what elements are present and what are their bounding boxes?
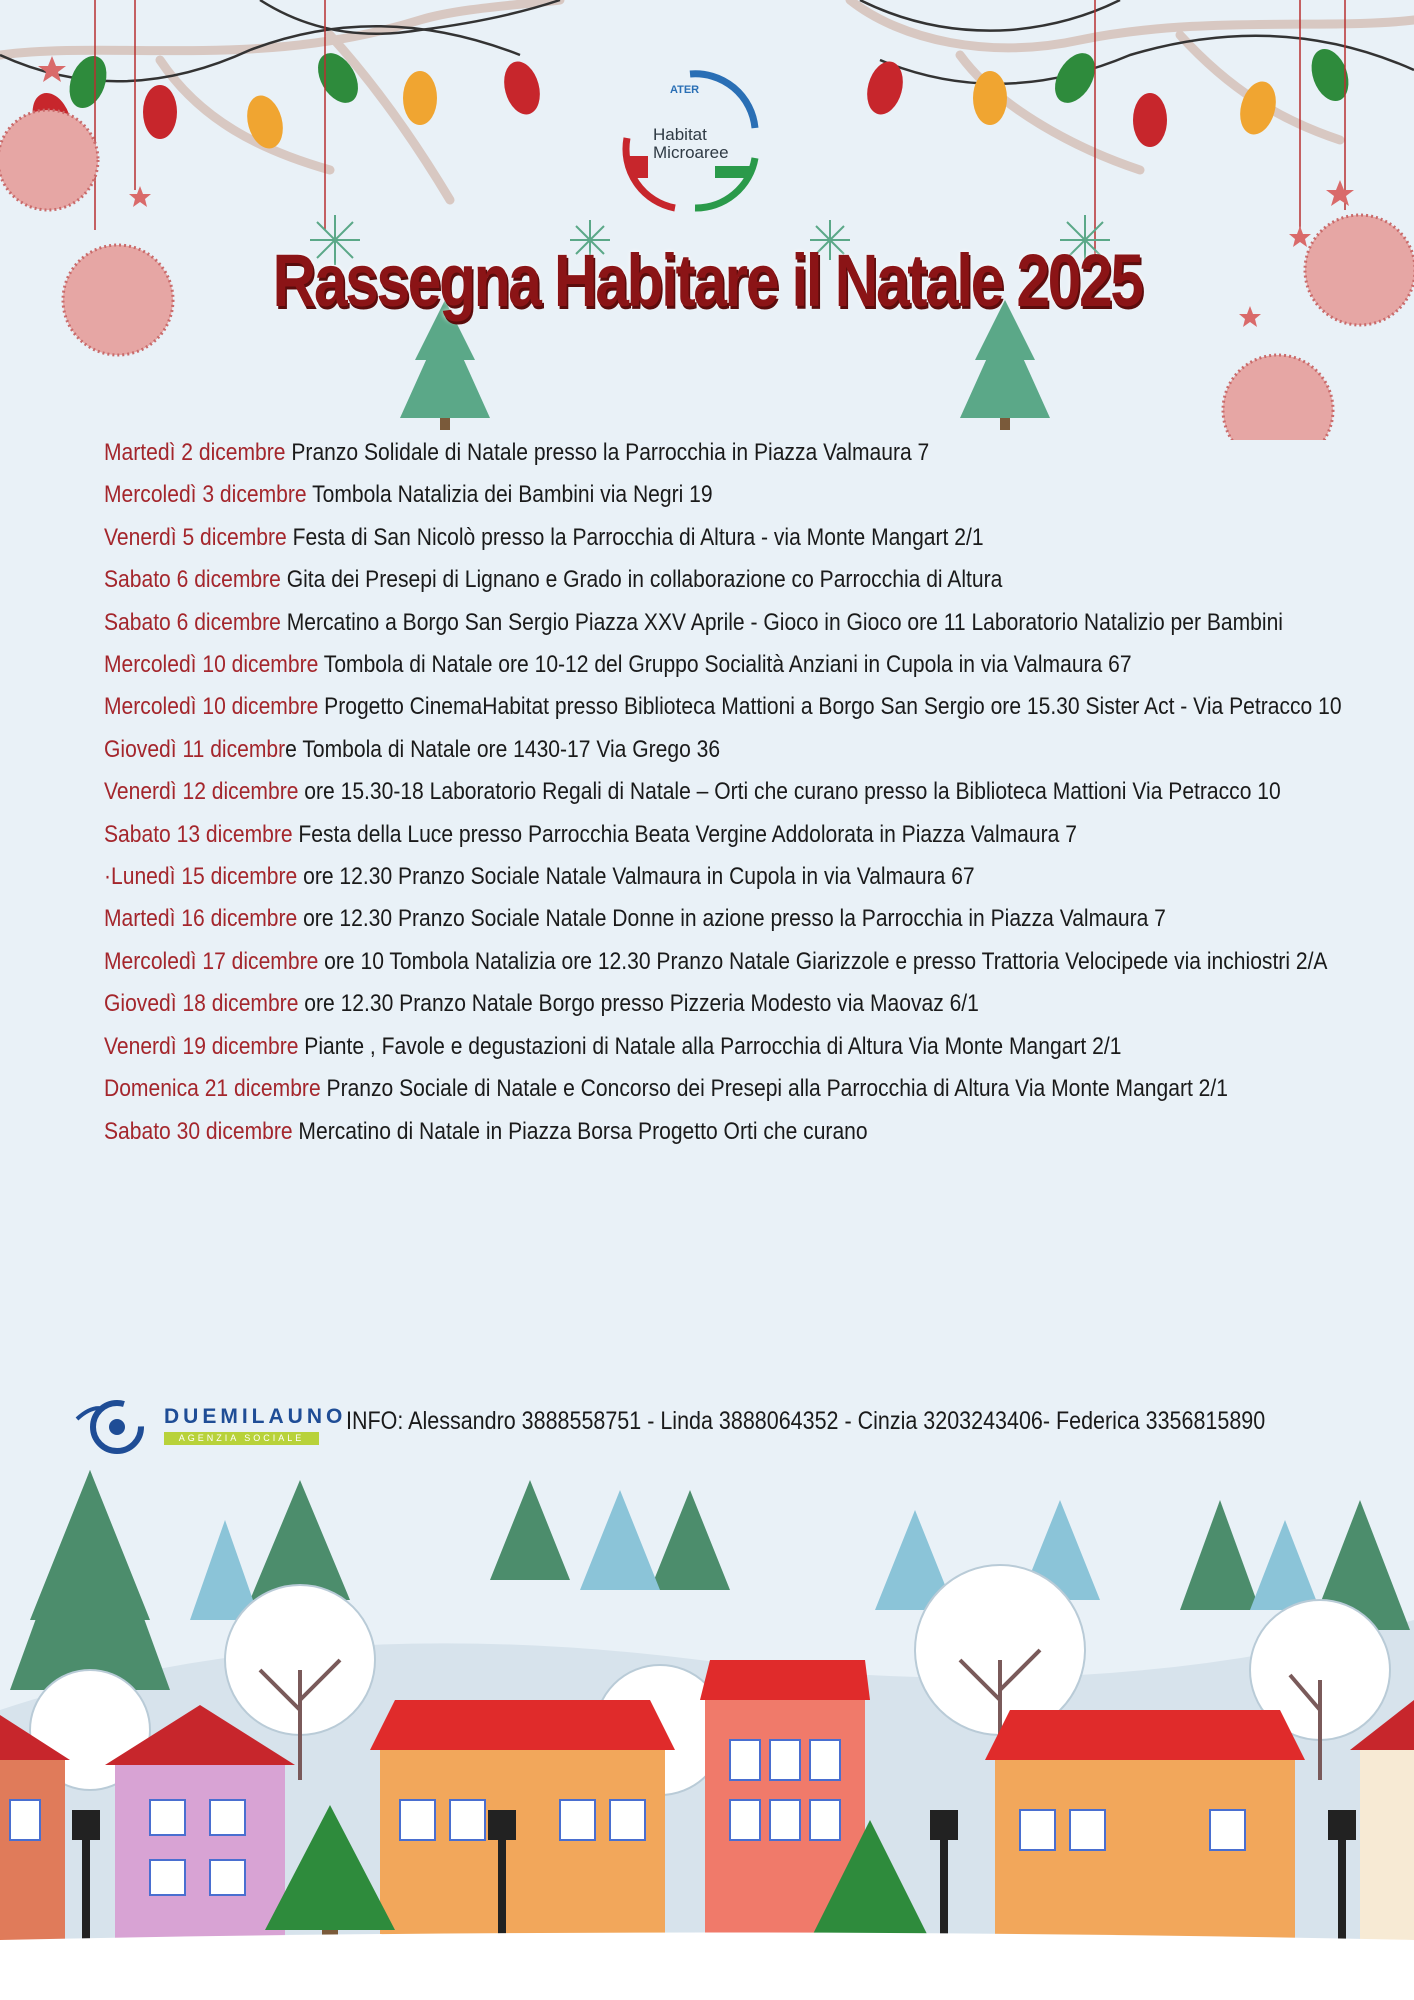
event-item [104, 814, 1373, 856]
event-description: Festa della Luce presso Parrocchia Beata Vergine Addolorata in Piazza Valmaura 7 [292, 820, 1077, 848]
event-date: Martedì 2 dicembre [104, 439, 286, 466]
event-description: Pranzo Solidale di Natale presso la Parrocchia in Piazza Valmaura 7 [285, 439, 930, 466]
event-item [104, 856, 1373, 898]
event-item [104, 729, 1373, 771]
event-description: Festa di San Nicolò presso la Parrocchia di Altura - via Monte Mangart 2/1 [286, 523, 984, 551]
event-item [104, 1026, 1373, 1068]
event-date: Giovedì 18 dicembre [104, 990, 299, 1018]
event-date: Venerdì 5 dicembre [104, 523, 287, 551]
event-date: Sabato 6 dicembre [104, 608, 281, 636]
event-date: Mercoledì 17 dicembre [104, 947, 319, 975]
event-description: Gita dei Presepi di Lignano e Grado in collaborazione co Parrocchia di Altura [280, 566, 1003, 594]
contact-info: INFO: Alessandro 3888558751 - Linda 3888064352 - Cinzia 3203243406- Federica 3356815890 [346, 1407, 1266, 1435]
event-date: Mercoledì 10 dicembre [104, 693, 319, 721]
event-date: Mercoledì 10 dicembre [104, 651, 319, 679]
christmas-lights-decoration [0, 0, 1414, 440]
event-date: Sabato 6 dicembre [104, 566, 281, 594]
event-item [104, 941, 1373, 983]
ater-badge: ATER [670, 84, 700, 96]
event-description: e Tombola di Natale ore 1430-17 Via Grego 36 [285, 735, 721, 763]
event-date: Sabato 13 dicembre [104, 820, 293, 848]
event-item [104, 1068, 1373, 1110]
event-item [104, 898, 1373, 940]
event-description: ore 12.30 Pranzo Sociale Natale Donne in azione presso la Parrocchia in Piazza Valmaura 7 [297, 905, 1166, 933]
event-item [104, 474, 1373, 516]
event-item [104, 432, 1373, 474]
duemilauno-logo-icon [72, 1395, 158, 1455]
event-description: Mercatino di Natale in Piazza Borsa Progetto Orti che curano [292, 1117, 868, 1145]
event-description: ore 12.30 Pranzo Natale Borgo presso Pizzeria Modesto via Maovaz 6/1 [298, 990, 979, 1018]
event-date: Martedì 16 dicembre [104, 905, 298, 933]
event-item [104, 1111, 1373, 1153]
event-description: Mercatino a Borgo San Sergio Piazza XXV Aprile - Gioco in Gioco ore 11 Laboratorio Natalizio per Bambini [280, 608, 1283, 636]
event-item [104, 771, 1373, 813]
event-date: Venerdì 19 dicembre [104, 1032, 299, 1060]
info-footer [72, 1395, 1392, 1455]
event-description: ore 10 Tombola Natalizia ore 12.30 Pranzo Natale Giarizzole e presso Trattoria Velocipede via inchiostri 2/A [318, 947, 1328, 975]
duemilauno-tagline: AGENZIA SOCIALE [164, 1432, 319, 1445]
event-description: ore 12.30 Pranzo Sociale Natale Valmaura in Cupola in via Valmaura 67 [297, 863, 975, 891]
event-description: ore 15.30-18 Laboratorio Regali di Natale – Orti che curano presso la Biblioteca Mattioni Via Petracco 10 [298, 778, 1281, 806]
event-description: Tombola di Natale ore 10-12 del Gruppo Socialità Anziani in Cupola in via Valmaura 67 [318, 651, 1132, 679]
habitat-microaree-logo [615, 68, 765, 218]
event-list [104, 432, 1373, 1153]
event-item [104, 644, 1373, 686]
event-description: Pranzo Sociale di Natale e Concorso dei Presepi alla Parrocchia di Altura Via Monte Mangart 2/1 [320, 1075, 1228, 1103]
event-item [104, 517, 1373, 559]
event-item [104, 983, 1373, 1025]
event-date: Domenica 21 dicembre [104, 1075, 321, 1103]
event-date: Giovedì 11 dicembr [104, 735, 286, 763]
logo-line-1: Habitat [653, 125, 707, 144]
event-date: ·Lunedì 15 dicembre [104, 863, 298, 891]
logo-line-2: Microaree [653, 143, 729, 162]
event-description: Tombola Natalizia dei Bambini via Negri 19 [306, 481, 713, 509]
event-description: Piante , Favole e degustazioni di Natale alla Parrocchia di Altura Via Monte Mangart 2/1 [298, 1032, 1122, 1060]
event-description: Progetto CinemaHabitat presso Biblioteca Mattioni a Borgo San Sergio ore 15.30 Sister Act - Via Petracco 10 [318, 693, 1342, 721]
event-date: Venerdì 12 dicembre [104, 778, 299, 806]
event-item [104, 559, 1373, 601]
event-date: Mercoledì 3 dicembre [104, 481, 307, 509]
event-date: Sabato 30 dicembre [104, 1117, 293, 1145]
event-item [104, 602, 1373, 644]
duemilauno-brand: DUEMILAUNO [164, 1405, 347, 1428]
event-item [104, 686, 1373, 728]
page-title: Rassegna Habitare il Natale 2025 [272, 239, 1142, 322]
snowy-village-illustration [0, 1460, 1414, 2000]
